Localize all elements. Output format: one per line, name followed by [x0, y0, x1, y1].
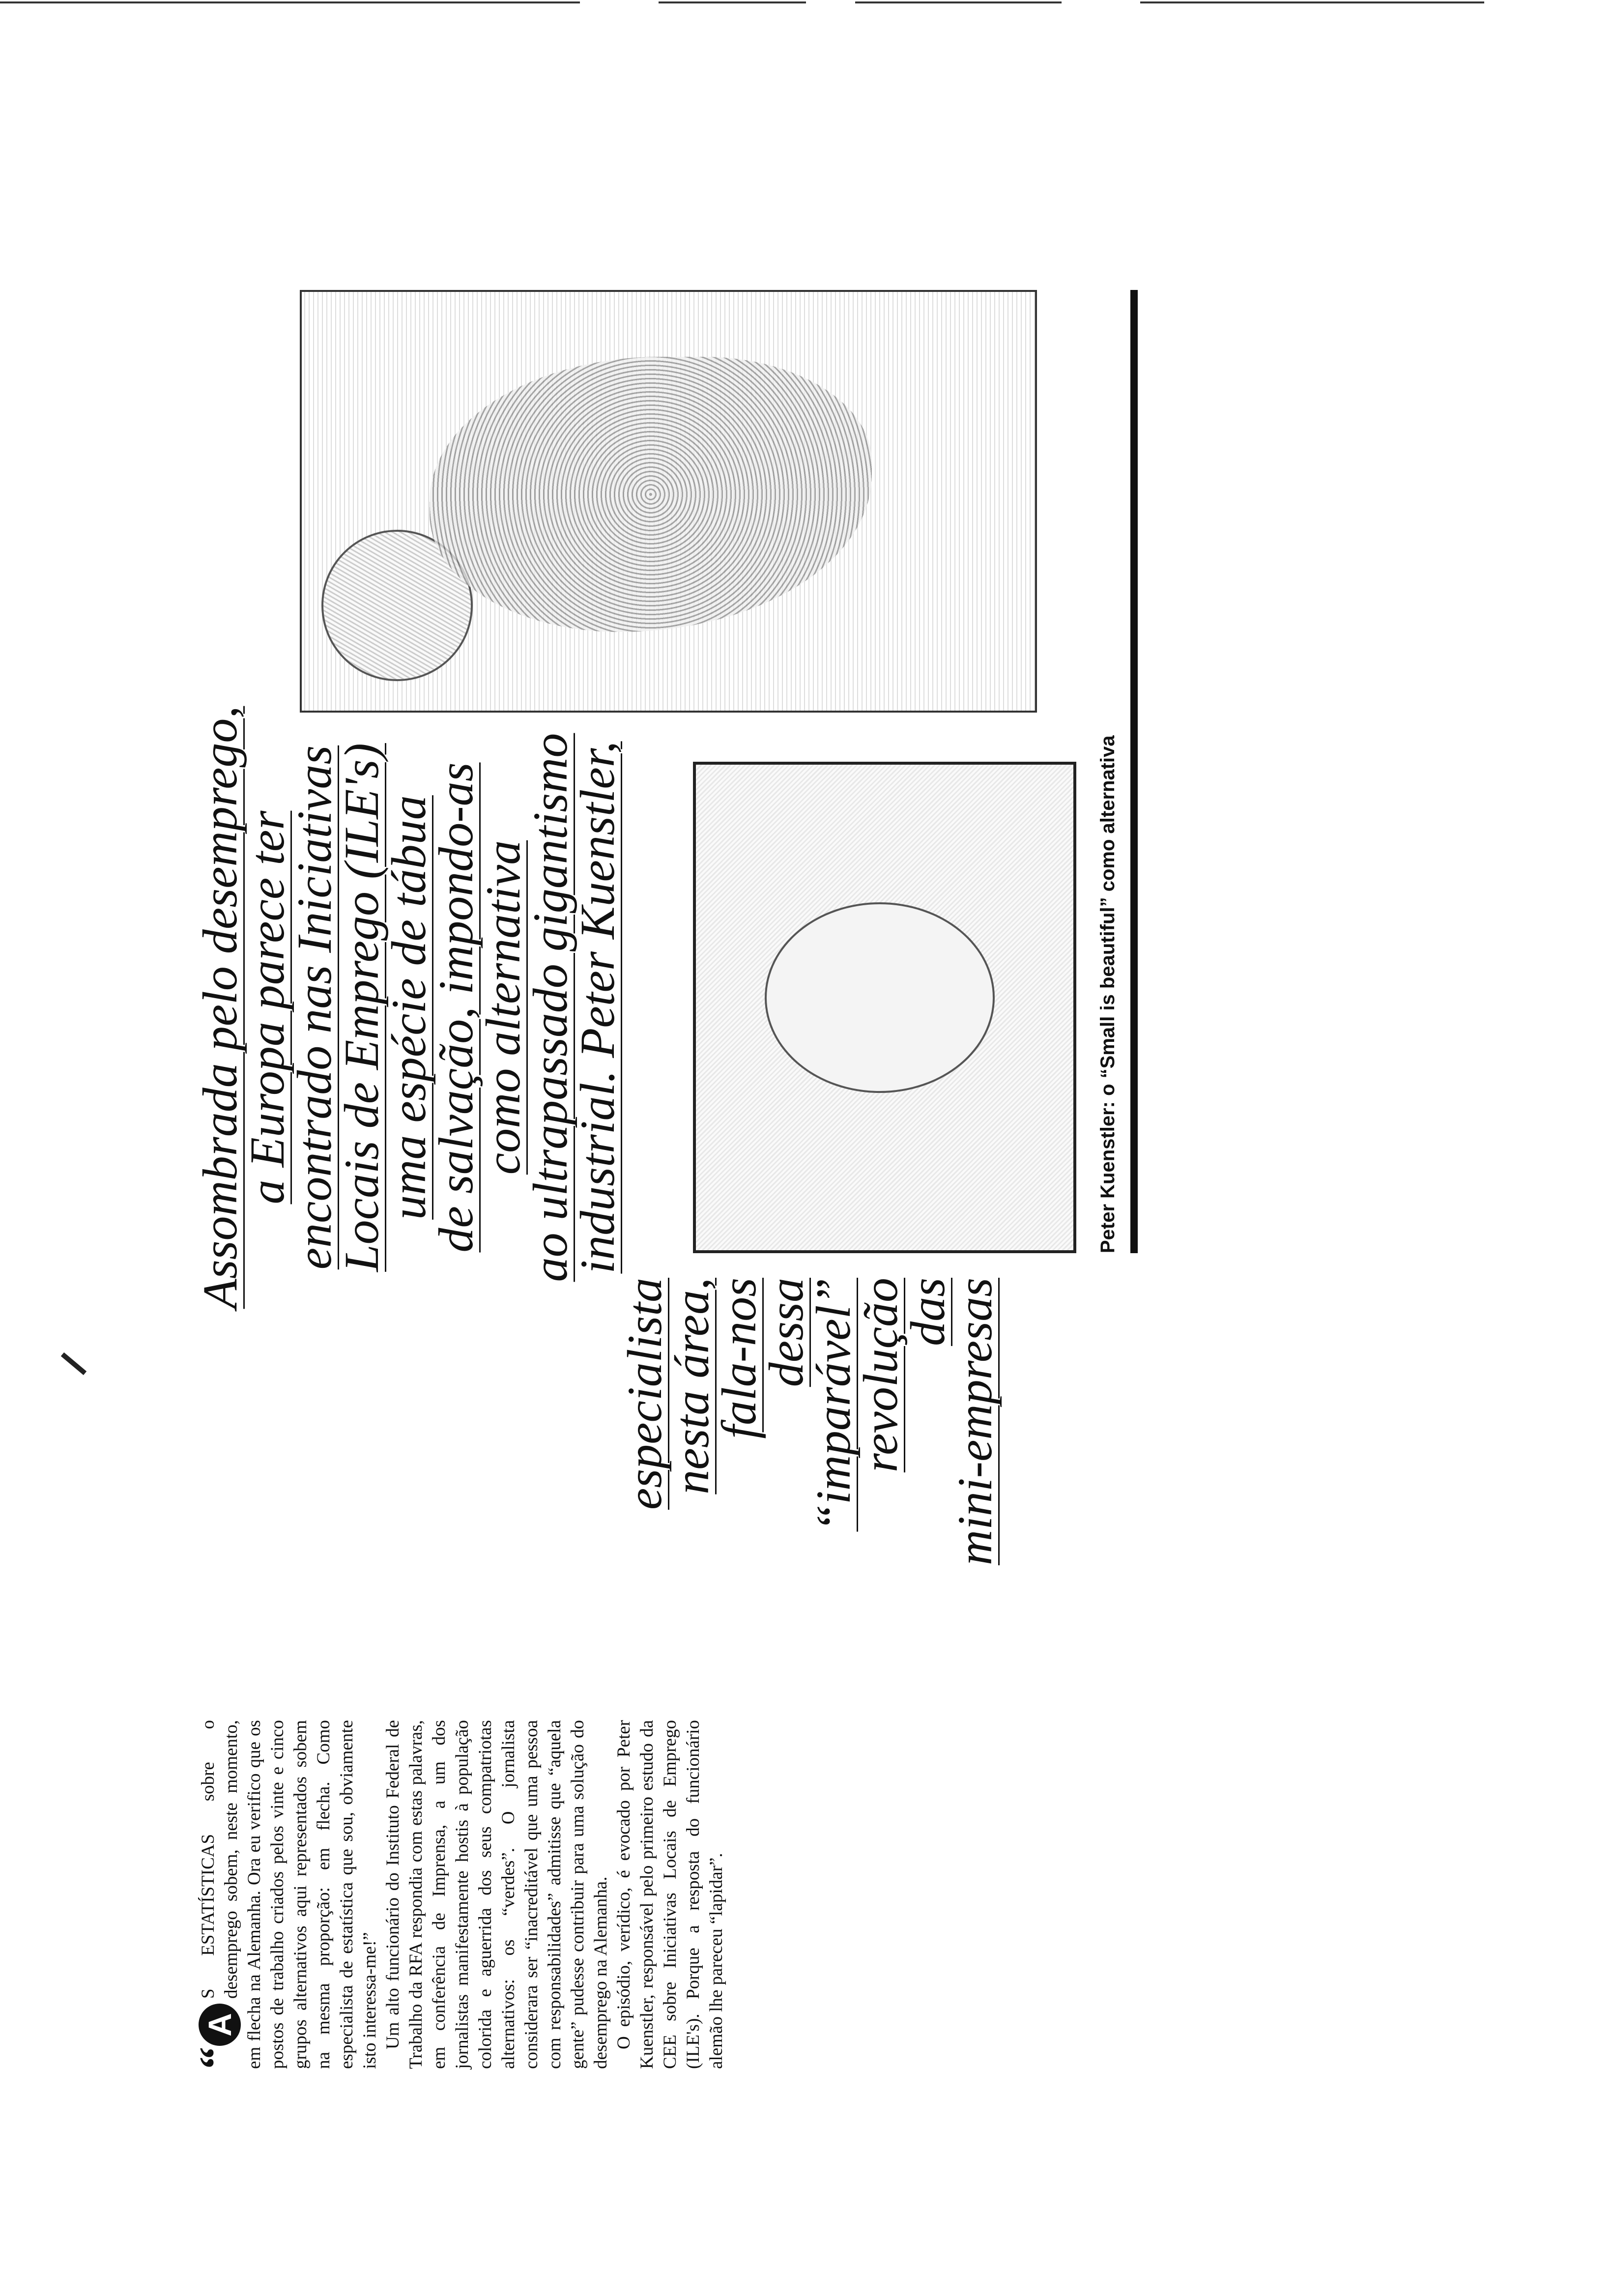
- headline-tail-line: “imparável”: [806, 1278, 861, 1532]
- headline-line: a Europa parece ter: [240, 810, 294, 1205]
- intro-paragraph-3: O episódio, verídico, é evocado por Peter Kuenstler, responsável pelo primeiro estudo da CEE sobre Iniciativas Locais de Emprego (ILE's). Porque a resposta do funcionário alemão lhe pareceu “lapidar”.: [614, 1720, 726, 2069]
- headline-line: industrial. Peter Kuenstler,: [570, 741, 625, 1274]
- photo-caption: Peter Kuenstler: o “Small is beautiful” como alternativa: [1097, 735, 1119, 1253]
- portrait-face: [765, 902, 995, 1093]
- headline-line: Assombrada pelo desemprego,: [193, 706, 247, 1309]
- portrait-photo: [693, 762, 1076, 1253]
- intro-text-1: S ESTATÍSTICAS sobre o desemprego sobem, neste momento, em flecha na Alemanha. Ora eu verifico que os postos de trabalho criados pelos vinte e cinco grupos alternativos aqui representados sobem na mesma proporção: em flecha. Como especialista de estatística que sou, obviamente isto interessa-me!”: [198, 1720, 380, 2069]
- headline-tail-line: fala-nos: [712, 1278, 766, 1439]
- caption-rule: [1130, 290, 1138, 1253]
- plant-photo: [300, 290, 1037, 713]
- headline-line: uma espécie de tábua: [381, 795, 436, 1220]
- headline-tail-line: mini-empresas: [948, 1278, 1002, 1566]
- headline-tail-line: revolução: [853, 1278, 908, 1473]
- headline-tail-line: especialista: [617, 1278, 672, 1510]
- headline-tail-line: dessa: [759, 1278, 813, 1387]
- scan-mark: [61, 1352, 86, 1375]
- headline-tail-line: das: [900, 1278, 955, 1346]
- headline-line: de salvação, impondo-as: [429, 762, 483, 1253]
- headline-line: como alternativa: [476, 840, 530, 1175]
- intro-column: [191, 1720, 1155, 2069]
- headline-line: encontrado nas Iniciativas: [287, 745, 342, 1270]
- headline-line: ao ultrapassado gigantismo: [523, 733, 577, 1282]
- headline-tail-line: nesta área,: [664, 1278, 719, 1494]
- open-quote: “: [191, 2047, 239, 2069]
- clipping: [191, 290, 1155, 2069]
- intro-paragraph-2: Um alto funcionário do Instituto Federal de Trabalho da RFA respondia com estas palavras, em conferência de Imprensa, a um dos jornalistas manifestamente hostis à população colorida e aguerrida dos seus compatriotas alternativos: os “verdes”. O jornalista considerara ser “inacreditável que uma pessoa com responsabilidades” admitisse que “aquela gente” pudesse contribuir para uma solução do desemprego na Alemanha.: [383, 1720, 611, 2069]
- scan-edge: [0, 0, 1612, 5]
- headline-line: Locais de Emprego (ILE's): [334, 743, 389, 1272]
- photo-plant: [430, 357, 872, 632]
- drop-cap: A: [199, 2004, 241, 2046]
- intro-paragraph-1: [191, 1720, 381, 2069]
